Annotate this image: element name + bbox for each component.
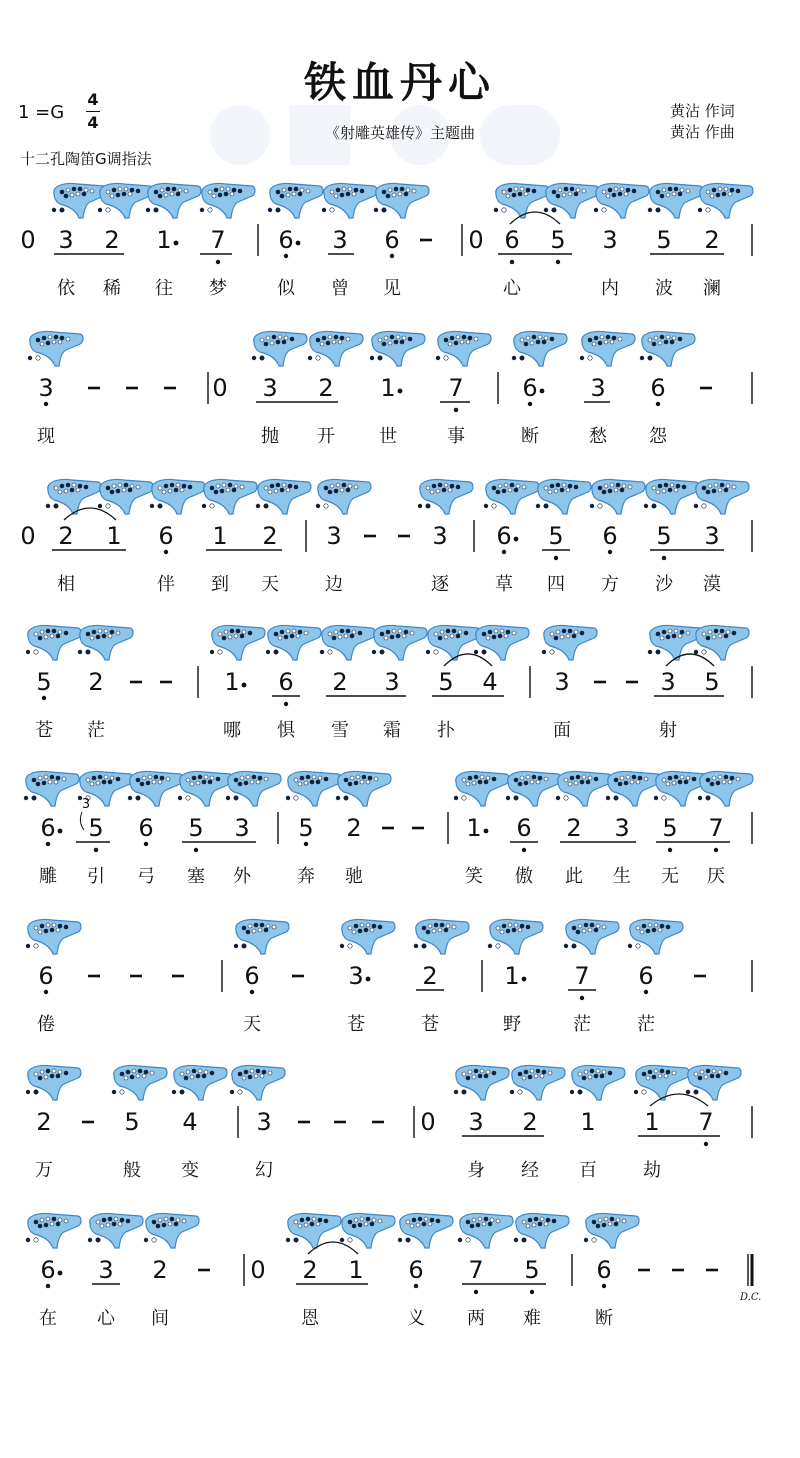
note: 1 xyxy=(348,1256,364,1284)
note: 0 xyxy=(468,226,484,254)
lyric-char: 茫 xyxy=(637,1014,655,1035)
lower-octave-dot xyxy=(46,842,50,846)
ocarina-fingering-icon xyxy=(648,183,703,218)
note: 6 xyxy=(158,522,174,550)
ocarina-fingering-icon xyxy=(26,1065,81,1100)
ocarina-fingering-icon xyxy=(172,1065,227,1100)
note: 1 xyxy=(580,1108,596,1136)
note: 3 xyxy=(384,668,400,696)
note: 3 xyxy=(660,668,676,696)
lyric-char: 澜 xyxy=(703,278,721,299)
lower-octave-dot xyxy=(556,260,560,264)
augmentation-dot xyxy=(398,389,403,394)
lyric-char: 天 xyxy=(243,1014,261,1035)
lyric-char: 依 xyxy=(57,278,75,299)
note: 7 xyxy=(210,226,226,254)
note: 6 xyxy=(38,962,54,990)
ocarina-fingering-icon xyxy=(150,479,205,514)
lyric-char: 义 xyxy=(407,1308,425,1329)
lyric-char: 身 xyxy=(467,1160,485,1181)
ocarina-fingering-icon xyxy=(594,183,649,218)
ocarina-fingering-icon xyxy=(436,331,491,366)
ocarina-fingering-icon xyxy=(98,479,153,514)
note: 3 xyxy=(256,1108,272,1136)
ocarina-fingering-icon xyxy=(686,1065,741,1100)
note: 1 xyxy=(466,814,482,842)
note: 6 xyxy=(650,374,666,402)
lyric-char: 雕 xyxy=(39,866,57,887)
lower-octave-dot xyxy=(502,550,506,554)
note: 5 xyxy=(550,226,566,254)
lyric-char: 幻 xyxy=(255,1160,273,1181)
ocarina-fingering-icon xyxy=(694,625,749,660)
lyric-char: 心 xyxy=(503,278,521,299)
lower-octave-dot xyxy=(530,1290,534,1294)
lyric-char: 抛 xyxy=(261,426,279,447)
lyric-char: 无 xyxy=(661,866,679,887)
lyric-char: 断 xyxy=(521,426,539,447)
lyric-char: 哪 xyxy=(223,720,241,741)
note: 2 xyxy=(422,962,438,990)
ocarina-fingering-icon xyxy=(370,331,425,366)
lyric-char: 似 xyxy=(277,278,295,299)
note: 6 xyxy=(244,962,260,990)
lower-octave-dot xyxy=(580,996,584,1000)
augmentation-dot xyxy=(242,683,247,688)
note: 3 xyxy=(98,1256,114,1284)
augmentation-dot xyxy=(296,241,301,246)
triplet-arc xyxy=(80,812,84,830)
lyric-char: 倦 xyxy=(37,1014,55,1035)
ocarina-fingering-icon xyxy=(542,625,597,660)
lyric-char: 怨 xyxy=(649,426,667,447)
lower-octave-dot xyxy=(42,696,46,700)
note: 5 xyxy=(188,814,204,842)
ocarina-fingering-icon xyxy=(570,1065,625,1100)
ocarina-fingering-icon xyxy=(320,625,375,660)
lyric-char: 四 xyxy=(547,574,565,595)
note: 5 xyxy=(656,522,672,550)
note: 3 xyxy=(602,226,618,254)
lower-octave-dot xyxy=(528,402,532,406)
ocarina-fingering-icon xyxy=(24,771,79,806)
note: 1 xyxy=(644,1108,660,1136)
note: 2 xyxy=(302,1256,318,1284)
ocarina-fingering-icon xyxy=(286,1213,341,1248)
lyric-char: 劫 xyxy=(643,1160,661,1181)
note: 0 xyxy=(420,1108,436,1136)
ocarina-fingering-icon xyxy=(634,1065,689,1100)
lyric-char: 见 xyxy=(383,278,401,299)
ocarina-fingering-icon xyxy=(544,183,599,218)
note: 5 xyxy=(704,668,720,696)
note: 1 xyxy=(106,522,122,550)
lyric-char: 引 xyxy=(87,866,105,887)
note: 4 xyxy=(482,668,498,696)
note: 2 xyxy=(704,226,720,254)
lyric-char: 梦 xyxy=(209,278,227,299)
augmentation-dot xyxy=(514,537,519,542)
note: 2 xyxy=(318,374,334,402)
note: 6 xyxy=(278,226,294,254)
lyric-char: 厌 xyxy=(707,866,725,887)
lyricist-credit: 黄沾 作词 xyxy=(670,102,735,120)
ocarina-fingering-icon xyxy=(556,771,611,806)
note: 6 xyxy=(516,814,532,842)
note: 3 xyxy=(332,226,348,254)
note: 0 xyxy=(20,522,36,550)
lyric-char: 扑 xyxy=(437,720,455,741)
note: 6 xyxy=(496,522,512,550)
note: 2 xyxy=(566,814,582,842)
slur xyxy=(510,212,560,224)
lower-octave-dot xyxy=(656,402,660,406)
lyric-char: 间 xyxy=(151,1308,169,1329)
lower-octave-dot xyxy=(216,260,220,264)
lyric-char: 野 xyxy=(503,1014,521,1035)
note: 4 xyxy=(182,1108,198,1136)
augmentation-dot xyxy=(174,241,179,246)
ocarina-fingering-icon xyxy=(454,771,509,806)
ocarina-fingering-icon xyxy=(512,331,567,366)
augmentation-dot xyxy=(58,1271,63,1276)
lyric-char: 天 xyxy=(261,574,279,595)
ocarina-fingering-icon xyxy=(510,1065,565,1100)
lower-octave-dot xyxy=(510,260,514,264)
note: 6 xyxy=(602,522,618,550)
lower-octave-dot xyxy=(144,842,148,846)
ocarina-fingering-icon xyxy=(252,331,307,366)
lyric-char: 开 xyxy=(317,426,335,447)
lyric-char: 伴 xyxy=(157,574,175,595)
ocarina-fingering-icon xyxy=(644,479,699,514)
lyric-char: 茫 xyxy=(573,1014,591,1035)
note: 5 xyxy=(656,226,672,254)
ocarina-fingering-icon xyxy=(144,1213,199,1248)
note: 3 xyxy=(348,962,364,990)
ocarina-fingering-icon xyxy=(226,771,281,806)
ocarina-fingering-icon xyxy=(256,479,311,514)
ocarina-fingering-icon xyxy=(488,919,543,954)
ocarina-fingering-icon xyxy=(698,771,753,806)
note: 1 xyxy=(212,522,228,550)
lyric-char: 塞 xyxy=(187,866,205,887)
lyric-char: 漠 xyxy=(703,574,721,595)
ocarina-fingering-icon xyxy=(316,479,371,514)
augmentation-dot xyxy=(366,977,371,982)
ocarina-fingering-icon xyxy=(52,183,107,218)
note: 7 xyxy=(708,814,724,842)
lyric-char: 笑 xyxy=(465,866,483,887)
lower-octave-dot xyxy=(522,848,526,852)
ocarina-fingering-icon xyxy=(564,919,619,954)
ocarina-fingering-icon xyxy=(606,771,661,806)
time-signature-bottom: 4 xyxy=(87,113,99,132)
ocarina-fingering-icon xyxy=(484,479,539,514)
lower-octave-dot xyxy=(474,1290,478,1294)
lower-octave-dot xyxy=(644,990,648,994)
ocarina-fingering-icon xyxy=(336,771,391,806)
lyric-char: 难 xyxy=(523,1308,541,1329)
triplet-mark: 3 xyxy=(81,797,91,812)
lower-octave-dot xyxy=(602,1284,606,1288)
lyric-char: 恩 xyxy=(301,1308,319,1329)
note: 0 xyxy=(250,1256,266,1284)
ocarina-fingering-icon xyxy=(46,479,101,514)
ocarina-fingering-icon xyxy=(474,625,529,660)
note: 1 xyxy=(156,226,172,254)
ocarina-fingering-icon xyxy=(514,1213,569,1248)
lower-octave-dot xyxy=(414,1284,418,1288)
note: 6 xyxy=(138,814,154,842)
time-signature-top: 4 xyxy=(87,90,99,109)
lyric-char: 两 xyxy=(467,1308,485,1329)
lyric-char: 变 xyxy=(181,1160,199,1181)
lower-octave-dot xyxy=(662,556,666,560)
lyric-char: 傲 xyxy=(515,866,533,887)
ocarina-fingering-icon xyxy=(414,919,469,954)
ocarina-fingering-icon xyxy=(628,919,683,954)
ocarina-fingering-icon xyxy=(584,1213,639,1248)
lyric-char: 往 xyxy=(155,278,173,299)
ocarina-fingering-icon xyxy=(266,625,321,660)
lyric-char: 万 xyxy=(35,1160,53,1181)
lower-octave-dot xyxy=(44,990,48,994)
ocarina-fingering-icon xyxy=(112,1065,167,1100)
ocarina-fingering-icon xyxy=(590,479,645,514)
lower-octave-dot xyxy=(164,550,168,554)
note: 6 xyxy=(384,226,400,254)
lower-octave-dot xyxy=(714,848,718,852)
augmentation-dot xyxy=(540,389,545,394)
ocarina-fingering-icon xyxy=(26,1213,81,1248)
note: 7 xyxy=(698,1108,714,1136)
lower-octave-dot xyxy=(668,848,672,852)
lyric-char: 逐 xyxy=(431,574,449,595)
note: 2 xyxy=(88,668,104,696)
lower-octave-dot xyxy=(454,408,458,412)
note: 0 xyxy=(20,226,36,254)
note: 5 xyxy=(548,522,564,550)
lyric-char: 弓 xyxy=(137,866,155,887)
note: 5 xyxy=(88,814,104,842)
note: 2 xyxy=(346,814,362,842)
ocarina-fingering-icon xyxy=(234,919,289,954)
note: 2 xyxy=(58,522,74,550)
ocarina-fingering-icon xyxy=(268,183,323,218)
lower-octave-dot xyxy=(554,556,558,560)
lyric-char: 断 xyxy=(595,1308,613,1329)
lyric-char: 内 xyxy=(601,278,619,299)
lower-octave-dot xyxy=(250,990,254,994)
note: 6 xyxy=(596,1256,612,1284)
note: 1 xyxy=(224,668,240,696)
ocarina-fingering-icon xyxy=(308,331,363,366)
lyric-char: 奔 xyxy=(297,866,315,887)
lyric-char: 草 xyxy=(495,574,513,595)
song-title: 铁血丹心 xyxy=(303,58,496,107)
note: 3 xyxy=(234,814,250,842)
ocarina-fingering-icon xyxy=(210,625,265,660)
da-capo-mark: D.C. xyxy=(740,1292,762,1303)
lyric-char: 事 xyxy=(447,426,465,447)
lyric-char: 惧 xyxy=(277,720,295,741)
ocarina-fingering-icon xyxy=(458,1213,513,1248)
note: 6 xyxy=(522,374,538,402)
augmentation-dot xyxy=(522,977,527,982)
ocarina-fingering-icon xyxy=(580,331,635,366)
note: 0 xyxy=(212,374,228,402)
lyric-char: 般 xyxy=(123,1160,141,1181)
note: 2 xyxy=(104,226,120,254)
note: 3 xyxy=(468,1108,484,1136)
note: 3 xyxy=(704,522,720,550)
ocarina-fingering-icon xyxy=(398,1213,453,1248)
note: 3 xyxy=(432,522,448,550)
lyric-char: 到 xyxy=(211,574,229,595)
ocarina-fingering-icon xyxy=(454,1065,509,1100)
ocarina-fingering-icon xyxy=(374,183,429,218)
lyric-char: 射 xyxy=(659,720,677,741)
fingering-note: 十二孔陶笛G调指法 xyxy=(20,150,152,168)
note: 3 xyxy=(58,226,74,254)
ocarina-fingering-icon xyxy=(26,625,81,660)
ocarina-fingering-icon xyxy=(340,919,395,954)
lyric-char: 雪 xyxy=(331,720,349,741)
lower-octave-dot xyxy=(704,1142,708,1146)
ocarina-fingering-icon xyxy=(340,1213,395,1248)
ocarina-fingering-icon xyxy=(322,183,377,218)
note: 7 xyxy=(448,374,464,402)
note: 5 xyxy=(438,668,454,696)
ocarina-fingering-icon xyxy=(28,331,83,366)
ocarina-fingering-icon xyxy=(128,771,183,806)
lower-octave-dot xyxy=(390,254,394,258)
lower-octave-dot xyxy=(46,1284,50,1288)
note: 3 xyxy=(554,668,570,696)
ocarina-fingering-icon xyxy=(146,183,201,218)
composer-credit: 黄沾 作曲 xyxy=(670,123,735,141)
lyric-char: 相 xyxy=(57,574,75,595)
note: 6 xyxy=(40,814,56,842)
lower-octave-dot xyxy=(44,402,48,406)
ocarina-fingering-icon xyxy=(98,183,153,218)
note: 6 xyxy=(278,668,294,696)
lower-octave-dot xyxy=(284,254,288,258)
augmentation-dot xyxy=(58,829,63,834)
lower-octave-dot xyxy=(608,550,612,554)
ocarina-fingering-icon xyxy=(698,183,753,218)
lyric-char: 外 xyxy=(233,866,251,887)
ocarina-fingering-icon xyxy=(26,919,81,954)
note: 1 xyxy=(504,962,520,990)
note: 7 xyxy=(468,1256,484,1284)
note: 2 xyxy=(152,1256,168,1284)
lyric-char: 驰 xyxy=(345,866,363,887)
lyric-char: 愁 xyxy=(589,426,607,447)
note: 3 xyxy=(262,374,278,402)
note: 5 xyxy=(298,814,314,842)
lyric-char: 霜 xyxy=(383,720,401,741)
note: 2 xyxy=(332,668,348,696)
lyric-char: 面 xyxy=(553,720,571,741)
ocarina-fingering-icon xyxy=(200,183,255,218)
note: 6 xyxy=(638,962,654,990)
note: 5 xyxy=(36,668,52,696)
ocarina-fingering-icon xyxy=(202,479,257,514)
note: 3 xyxy=(326,522,342,550)
lyric-char: 方 xyxy=(601,574,619,595)
lyric-char: 世 xyxy=(379,426,397,447)
note: 6 xyxy=(40,1256,56,1284)
ocarina-fingering-icon xyxy=(230,1065,285,1100)
note: 5 xyxy=(524,1256,540,1284)
note: 5 xyxy=(662,814,678,842)
lyric-char: 茫 xyxy=(87,720,105,741)
ocarina-fingering-icon xyxy=(536,479,591,514)
lyric-char: 边 xyxy=(325,574,343,595)
lyric-char: 经 xyxy=(521,1160,539,1181)
lyric-char: 曾 xyxy=(331,278,349,299)
lyric-char: 在 xyxy=(39,1308,57,1329)
note: 2 xyxy=(36,1108,52,1136)
key-signature: 1 =G xyxy=(18,102,65,123)
note: 3 xyxy=(590,374,606,402)
lyric-char: 沙 xyxy=(655,574,673,595)
note: 3 xyxy=(614,814,630,842)
ocarina-fingering-icon xyxy=(178,771,233,806)
lyric-char: 生 xyxy=(613,866,631,887)
ocarina-fingering-icon xyxy=(640,331,695,366)
lyric-char: 百 xyxy=(579,1160,597,1181)
ocarina-fingering-icon xyxy=(88,1213,143,1248)
lyric-char: 苍 xyxy=(347,1014,365,1035)
lyric-char: 现 xyxy=(37,426,55,447)
note: 6 xyxy=(408,1256,424,1284)
lower-octave-dot xyxy=(284,702,288,706)
lyric-char: 心 xyxy=(97,1308,115,1329)
song-subtitle: 《射雕英雄传》主题曲 xyxy=(324,124,475,142)
ocarina-fingering-icon xyxy=(506,771,561,806)
note: 2 xyxy=(522,1108,538,1136)
ocarina-fingering-icon xyxy=(694,479,749,514)
ocarina-fingering-icon xyxy=(372,625,427,660)
note: 2 xyxy=(262,522,278,550)
note: 6 xyxy=(504,226,520,254)
note: 7 xyxy=(574,962,590,990)
ocarina-fingering-icon xyxy=(418,479,473,514)
ocarina-fingering-icon xyxy=(78,625,133,660)
lyric-char: 苍 xyxy=(421,1014,439,1035)
note: 1 xyxy=(380,374,396,402)
augmentation-dot xyxy=(484,829,489,834)
ocarina-fingering-icon xyxy=(286,771,341,806)
lower-octave-dot xyxy=(194,848,198,852)
lyric-char: 苍 xyxy=(35,720,53,741)
note: 3 xyxy=(38,374,54,402)
lyric-char: 稀 xyxy=(103,278,121,299)
lower-octave-dot xyxy=(304,842,308,846)
lyric-char: 波 xyxy=(655,278,673,299)
lyric-char: 此 xyxy=(565,866,583,887)
note: 5 xyxy=(124,1108,140,1136)
lower-octave-dot xyxy=(94,848,98,852)
